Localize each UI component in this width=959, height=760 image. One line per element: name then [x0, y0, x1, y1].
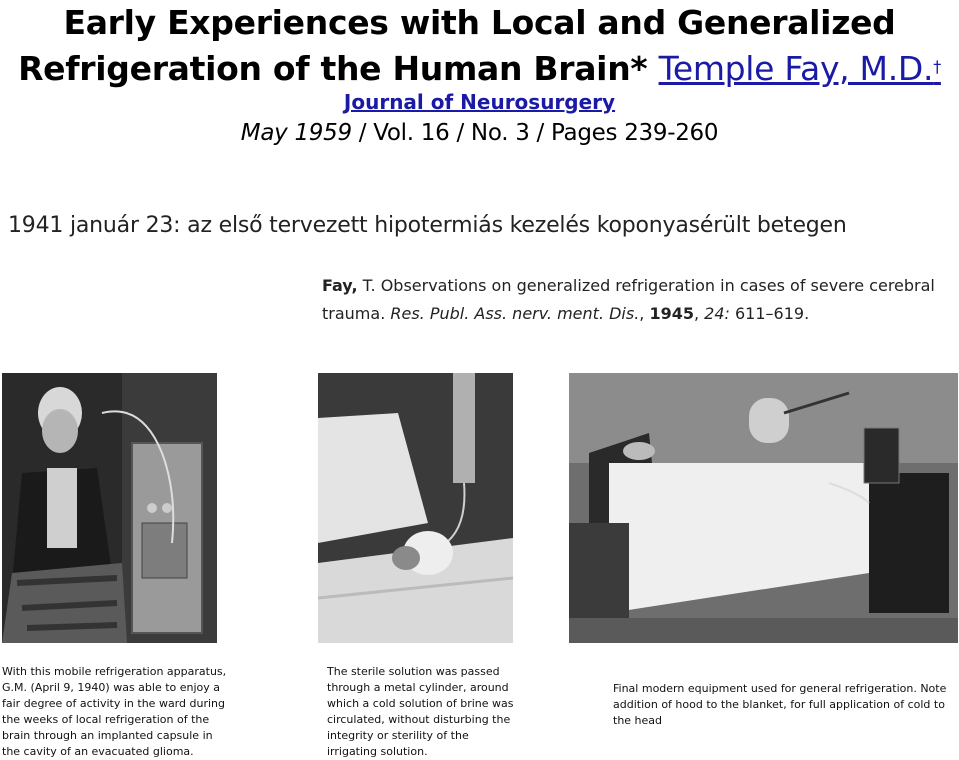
caption-right: Final modern equipment used for general refrigeration. Note addition of hood to the blanket, for full application of cold to the head	[613, 682, 947, 727]
ref-volume: 24:	[704, 304, 730, 323]
ref-journal: Res. Publ. Ass. nerv. ment. Dis.	[390, 304, 640, 323]
photo-irrigation-drawing	[318, 373, 513, 643]
issue-info	[0, 116, 959, 150]
ref-year: 1945	[649, 304, 694, 323]
journal-link[interactable]: Journal of Neurosurgery	[343, 90, 616, 114]
ref-sep: ,	[639, 304, 650, 323]
ref-author: Fay,	[322, 276, 358, 295]
author-name: Temple Fay, M.D.	[658, 49, 934, 88]
title-line-2-text: Refrigeration of the Human Brain*	[18, 49, 648, 88]
author-link[interactable]	[659, 49, 941, 88]
dagger-mark: †	[933, 57, 941, 76]
title-line-1: Early Experiences with Local and Generalized	[63, 3, 896, 42]
caption-middle: The sterile solution was passed through a metal cylinder, around which a cold solution of brine was circulated, without disturbing the integrity or sterility of the irrigating solution.	[327, 665, 514, 758]
photo-general-refrigeration-drawing	[569, 373, 958, 643]
photo-mobile-apparatus-drawing	[2, 373, 217, 643]
reference-citation	[322, 272, 952, 328]
issue-date: May 1959	[240, 120, 352, 146]
title-line-2	[0, 46, 959, 92]
article-title	[0, 0, 959, 92]
issue-details: / Vol. 16 / No. 3 / Pages 239-260	[351, 120, 719, 146]
photo-mobile-apparatus	[2, 373, 217, 643]
ref-pages: 611–619.	[729, 304, 810, 323]
ref-text: T. Observations on generalized refrigeration in cases of severe cerebral trauma.	[322, 276, 935, 323]
photo-irrigation	[318, 373, 513, 643]
caption-left: With this mobile refrigeration apparatus, G.M. (April 9, 1940) was able to enjoy a fair degree of activity in the ward during the weeks of local refrigeration of the brain through an implanted capsule in the cavity of an evacuated glioma.	[2, 665, 227, 758]
photo-general-refrigeration	[569, 373, 958, 643]
ref-sep2: ,	[693, 304, 705, 323]
hungarian-headline: 1941 január 23: az első tervezett hipotermiás kezelés koponyasérült betegen	[8, 213, 847, 238]
